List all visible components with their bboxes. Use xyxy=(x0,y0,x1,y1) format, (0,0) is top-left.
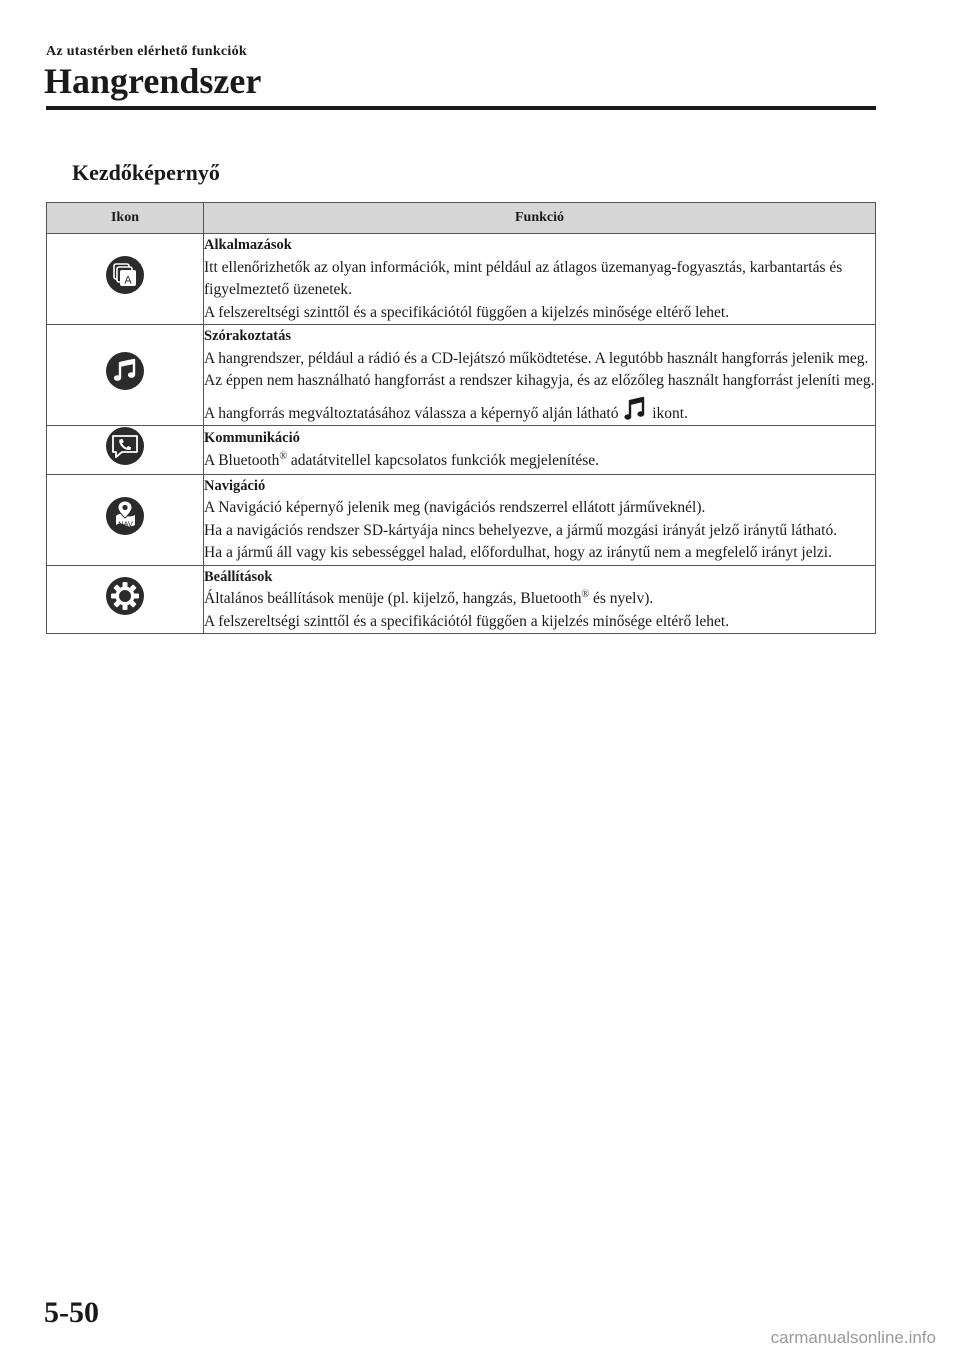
music-note-icon xyxy=(105,351,145,391)
phone-chat-icon xyxy=(105,426,145,466)
description-paragraph xyxy=(204,588,875,611)
function-cell xyxy=(204,565,876,634)
settings-gear-icon xyxy=(105,576,145,616)
music-note-icon xyxy=(624,396,646,422)
watermark: carmanualsonline.info xyxy=(770,1328,936,1347)
table-row xyxy=(47,474,876,565)
column-header-function: Funkció xyxy=(204,203,876,234)
function-cell xyxy=(204,234,876,325)
description-paragraph: A felszereltségi szinttől és a specifikációtól függően a kijelzés minősége eltérő lehet. xyxy=(204,612,730,630)
description-text: A Bluetooth xyxy=(204,451,280,469)
function-description xyxy=(204,348,875,426)
table-row xyxy=(47,325,876,426)
description-paragraph xyxy=(204,450,875,473)
function-title: Navigáció xyxy=(204,477,266,494)
page-number: 5-50 xyxy=(44,1296,99,1329)
section-label: Az utastérben elérhető funkciók xyxy=(46,44,247,59)
function-title: Beállítások xyxy=(204,568,273,585)
description-paragraph: Ha a navigációs rendszer SD-kártyája nincs behelyezve, a jármű mozgási irányát jelző iránytű látható. xyxy=(204,521,838,539)
function-cell xyxy=(204,325,876,426)
header-divider xyxy=(46,106,876,110)
icon-cell xyxy=(47,426,204,475)
table-row xyxy=(47,565,876,634)
page-title: Kezdőképernyő xyxy=(72,160,220,185)
icon-cell xyxy=(47,234,204,325)
source-note-text: A hangforrás megváltoztatásához válassza a képernyő alján látható xyxy=(204,404,619,422)
icon-cell xyxy=(47,565,204,634)
navigation-icon xyxy=(105,496,145,536)
function-cell xyxy=(204,474,876,565)
function-description xyxy=(204,450,875,473)
registered-mark: ® xyxy=(581,588,590,600)
description-paragraph: Itt ellenőrizhetők az olyan információk, mint például az átlagos üzemanyag-fogyasztás, karbantartás és figyelmeztető üzenetek. xyxy=(204,258,843,298)
function-table xyxy=(46,202,876,634)
source-change-note xyxy=(204,396,875,426)
function-title: Kommunikáció xyxy=(204,430,300,447)
icon-cell xyxy=(47,325,204,426)
function-description xyxy=(204,497,875,565)
description-paragraph: Ha a jármű áll vagy kis sebességgel halad, előfordulhat, hogy az iránytű nem a megfelelő irányt jelzi. xyxy=(204,544,832,561)
table-row xyxy=(47,426,876,475)
nav-icon-label: NAV xyxy=(118,519,133,529)
description-paragraph: A hangrendszer, például a rádió és a CD-lejátszó működtetése. A legutóbb használt hangforrás jelenik meg. Az éppen nem használható hangforrást a rendszer kihagyja, és az előzőleg használt hangforrást jeleníti meg. xyxy=(204,349,875,389)
chapter-title: Hangrendszer xyxy=(44,61,262,101)
function-title: Szórakoztatás xyxy=(204,328,291,344)
description-text: és nyelv). xyxy=(589,590,654,607)
table-header-row xyxy=(47,203,876,234)
function-description xyxy=(204,588,875,633)
description-text: adatátvitellel kapcsolatos funkciók megjelenítése. xyxy=(286,451,600,469)
description-paragraph: A Navigáció képernyő jelenik meg (navigációs rendszerrel ellátott járműveknél). xyxy=(204,499,706,516)
description-paragraph: A felszereltségi szinttől és a specifikációtól függően a kijelzés minősége eltérő lehet. xyxy=(204,303,730,321)
apps-icon xyxy=(105,255,145,295)
column-header-icon: Ikon xyxy=(47,203,204,234)
description-text: Általános beállítások menüje (pl. kijelző, hangzás, Bluetooth xyxy=(204,590,582,607)
function-title: Alkalmazások xyxy=(204,237,292,253)
apps-icon-letter: A xyxy=(124,274,132,287)
table-row xyxy=(47,234,876,325)
registered-mark: ® xyxy=(279,450,287,462)
function-cell xyxy=(204,426,876,475)
function-description xyxy=(204,257,875,325)
icon-cell xyxy=(47,474,204,565)
source-note-text: ikont. xyxy=(652,404,688,422)
